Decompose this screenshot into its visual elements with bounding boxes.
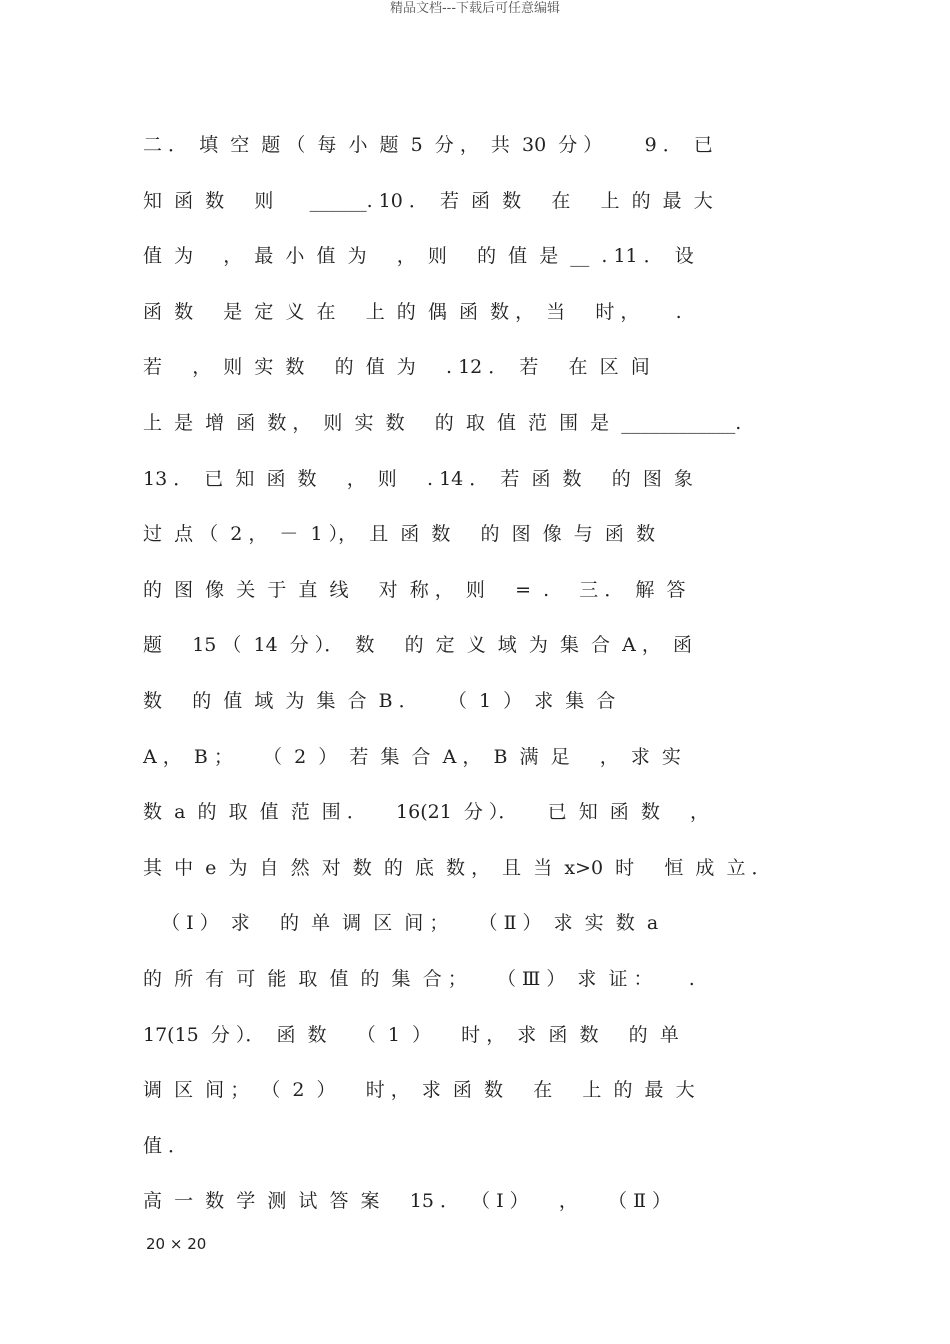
document-body bbox=[143, 127, 843, 1239]
text-line: 二 ． 填 空 题 （ 每 小 题 5 分 ， 共 30 分 ） 9 ． 已 bbox=[143, 134, 713, 156]
text-line: 13 ． 已 知 函 数 ， 则 . 14 ． 若 函 数 的 图 象 bbox=[143, 467, 693, 490]
text-line: 其 中 e 为 自 然 对 数 的 底 数 ， 且 当 x>0 时 恒 成 立 ． bbox=[143, 856, 771, 879]
text-line: 值 ． bbox=[143, 1134, 188, 1157]
text-line: 的 所 有 可 能 取 值 的 集 合 ； （ Ⅲ ） 求 证 ： . bbox=[143, 967, 695, 990]
text-line: A ， B ； （ 2 ） 若 集 合 A ， B 满 足 ， 求 实 bbox=[143, 745, 681, 768]
text-line: 高 一 数 学 测 试 答 案 15 ． （ Ⅰ ） ， （ Ⅱ ） bbox=[143, 1190, 672, 1213]
text-line: 若 ， 则 实 数 的 值 为 . 12 ． 若 在 区 间 bbox=[143, 356, 650, 379]
text-line: 值 为 ， 最 小 值 为 ， 则 的 值 是 __ . 11 ． 设 bbox=[143, 245, 694, 268]
text-line: 过 点 （ 2 ， － 1 ）， 且 函 数 的 图 像 与 函 数 bbox=[143, 523, 655, 546]
text-line: 函 数 是 定 义 在 上 的 偶 函 数 ， 当 时 ， . bbox=[143, 300, 682, 323]
text-line: 知 函 数 则 ______. 10 ． 若 函 数 在 上 的 最 大 bbox=[143, 189, 713, 212]
text-line: 上 是 增 函 数 ， 则 实 数 的 取 值 范 围 是 ____________. bbox=[143, 411, 742, 434]
text-line: 题 15 （ 14 分 ）． 数 的 定 义 域 为 集 合 A ， 函 bbox=[143, 634, 692, 657]
text-line: 的 图 像 关 于 直 线 对 称 ， 则 = . 三 ． 解 答 bbox=[143, 578, 686, 601]
grid-size-note: 20 × 20 bbox=[146, 1235, 207, 1253]
text-line: 数 a 的 取 值 范 围 ． 16(21 分 ）． 已 知 函 数 ， bbox=[143, 801, 710, 824]
text-line: 数 的 值 域 为 集 合 B ． （ 1 ） 求 集 合 bbox=[143, 689, 616, 712]
page-header: 精品文档---下载后可任意编辑 bbox=[389, 1, 561, 16]
text-line: 17(15 分 ）． 函 数 （ 1 ） 时 ， 求 函 数 的 单 bbox=[143, 1023, 679, 1046]
text-line: 调 区 间 ； （ 2 ） 时 ， 求 函 数 在 上 的 最 大 bbox=[143, 1079, 695, 1102]
text-line: （ Ⅰ ） 求 的 单 调 区 间 ； （ Ⅱ ） 求 实 数 a bbox=[143, 912, 659, 935]
